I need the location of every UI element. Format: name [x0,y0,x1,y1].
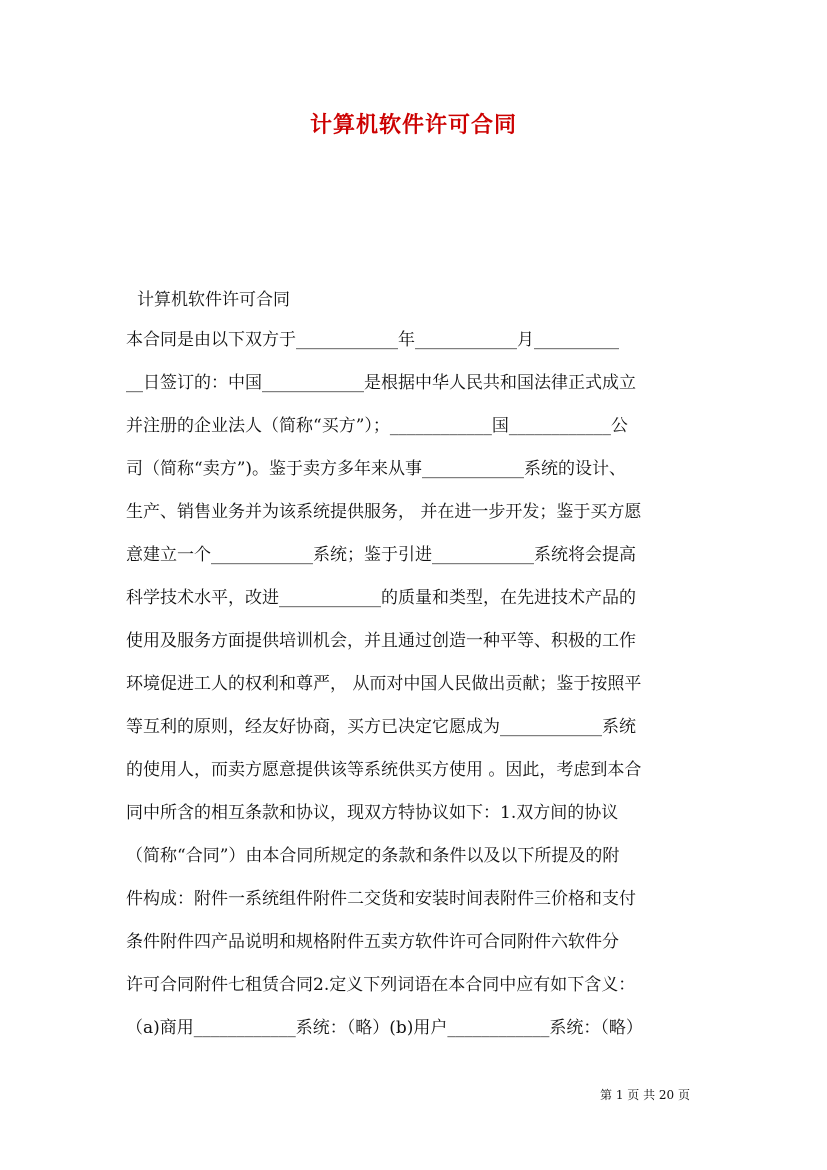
body-line: __日签订的：中国____________是根据中华人民共和国法律正式成立 [126,373,636,393]
page-number: 第 1 页 共 20 页 [600,1088,690,1102]
body-line: 司（简称“卖方”)。鉴于卖方多年来从事____________系统的设计、 [126,459,627,479]
body-line: 同中所含的相互条款和协议，现双方特协议如下：1.双方间的协议 [126,803,619,823]
body-line: 条件附件四产品说明和规格附件五卖方软件许可合同附件六软件分 [126,932,619,952]
body-line: 环境促进工人的权利和尊严， 从而对中国人民做出贡献；鉴于按照平 [126,674,642,694]
body-line: 并注册的企业法人（简称“买方”）；____________国____________公 [126,416,628,436]
body-line: 生产、销售业务并为该系统提供服务， 并在进一步开发；鉴于买方愿 [126,502,642,522]
body-line: 使用及服务方面提供培训机会，并且通过创造一种平等、积极的工作 [126,631,636,651]
document-body [126,326,726,1057]
body-line: 意建立一个____________系统；鉴于引进____________系统将会提高 [126,545,636,565]
body-line: （简称“合同”）由本合同所规定的条款和条件以及以下所提及的附 [126,846,620,866]
body-line: 等互利的原则，经友好协商，买方已决定它愿成为____________系统 [126,717,636,737]
document-subheading: 计算机软件许可合同 [137,290,290,310]
body-line: 科学技术水平，改进____________的质量和类型，在先进技术产品的 [126,588,636,608]
body-line: 的使用人，而卖方愿意提供该等系统供买方使用 。因此，考虑到本合 [126,760,642,780]
body-line: 本合同是由以下双方于____________年____________月__________ [126,330,619,350]
body-line: （a)商用____________系统：（略）(b)用户____________系统：（略） [126,1018,643,1038]
document-title: 计算机软件许可合同 [309,112,517,138]
body-line: 件构成：附件一系统组件附件二交货和安装时间表附件三价格和支付 [126,889,636,909]
body-line: 许可合同附件七租赁合同2.定义下列词语在本合同中应有如下含义： [126,975,636,995]
